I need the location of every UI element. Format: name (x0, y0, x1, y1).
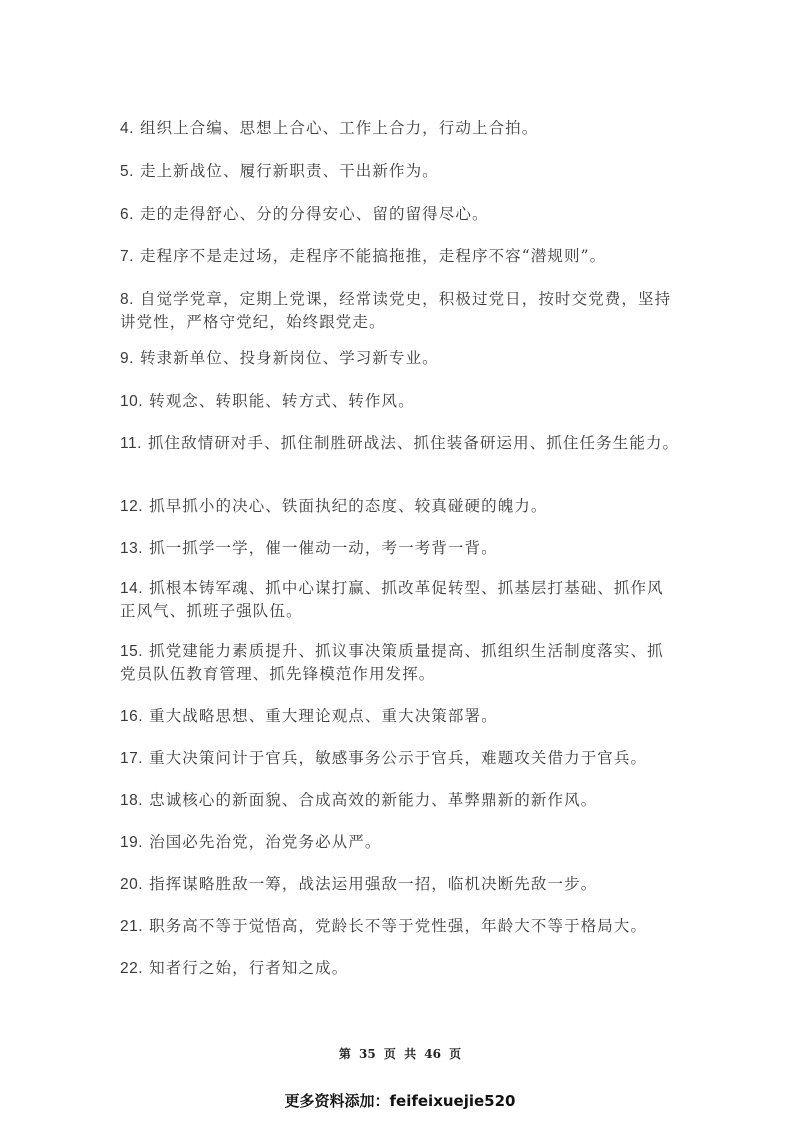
item-number: 10. (120, 393, 144, 410)
item-number: 8. (120, 291, 134, 308)
item-text: 自觉学党章，定期上党课，经常读党史，积极过党日，按时交党费，坚持讲党性，严格守党纪，始终跟党走。 (120, 290, 672, 331)
item-text: 抓党建能力素质提升、抓议事决策质量提高、抓组织生活制度落实、抓党员队伍教育管理、抓先锋模范作用发挥。 (120, 642, 664, 683)
list-item (120, 288, 680, 333)
item-text: 抓住敌情研对手、抓住制胜研战法、抓住装备研运用、抓住任务生能力。 (147, 434, 680, 452)
item-text: 转观念、转职能、转方式、转作风。 (149, 392, 415, 410)
item-text: 走程序不是走过场，走程序不能搞拖推，走程序不容“潜规则”。 (139, 247, 607, 265)
list-item (120, 831, 680, 854)
list-item (120, 203, 680, 226)
page-current: 35 (359, 1047, 376, 1061)
list-item (120, 347, 680, 370)
more-info-contact: feifeixuejie520 (389, 1092, 516, 1110)
list-item (120, 495, 680, 518)
list-item (120, 245, 680, 268)
page-suffix: 页 (449, 1047, 462, 1061)
list-item (120, 747, 680, 770)
item-number: 20. (120, 876, 144, 893)
item-number: 22. (120, 960, 144, 977)
item-text: 职务高不等于觉悟高，党龄长不等于党性强，年龄大不等于格局大。 (149, 917, 648, 935)
list-item (120, 577, 680, 622)
list-item (120, 117, 680, 140)
list-item (120, 873, 680, 896)
list-item (120, 537, 680, 560)
page-number (0, 1045, 800, 1062)
item-text: 重大决策问计于官兵，敏感事务公示于官兵，难题攻关借力于官兵。 (149, 749, 648, 767)
item-text: 转隶新单位、投身新岗位、学习新专业。 (139, 349, 439, 367)
list-item (120, 160, 680, 183)
item-number: 9. (120, 350, 134, 367)
item-number: 12. (120, 498, 144, 515)
item-text: 忠诚核心的新面貌、合成高效的新能力、革弊鼎新的新作风。 (149, 791, 598, 809)
list-item (120, 915, 680, 938)
page-prefix: 第 (338, 1047, 351, 1061)
item-number: 7. (120, 248, 134, 265)
item-number: 13. (120, 540, 144, 557)
item-number: 4. (120, 120, 134, 137)
more-info-label: 更多资料添加： (284, 1092, 390, 1110)
item-text: 组织上合编、思想上合心、工作上合力，行动上合拍。 (139, 119, 539, 137)
item-number: 18. (120, 792, 144, 809)
item-number: 14. (120, 580, 144, 597)
more-info-footer (0, 1090, 800, 1111)
item-number: 16. (120, 708, 144, 725)
item-number: 6. (120, 206, 134, 223)
list-item (120, 957, 680, 980)
list-item (120, 432, 680, 455)
item-text: 抓早抓小的决心、铁面执纪的态度、较真碰硬的魄力。 (149, 497, 548, 515)
item-text: 抓一抓学一学，催一催动一动，考一考背一背。 (149, 539, 498, 557)
item-number: 21. (120, 918, 144, 935)
item-text: 治国必先治党，治党务必从严。 (149, 833, 382, 851)
item-text: 知者行之始，行者知之成。 (149, 959, 349, 977)
list-item (120, 390, 680, 413)
item-text: 重大战略思想、重大理论观点、重大决策部署。 (149, 707, 498, 725)
item-text: 指挥谋略胜敌一筹，战法运用强敌一招，临机决断先敌一步。 (149, 875, 598, 893)
item-number: 19. (120, 834, 144, 851)
item-number: 15. (120, 643, 144, 660)
page-total: 46 (424, 1047, 441, 1061)
item-number: 5. (120, 163, 134, 180)
item-text: 走的走得舒心、分的分得安心、留的留得尽心。 (139, 205, 489, 223)
list-item (120, 789, 680, 812)
item-number: 11. (120, 435, 142, 452)
item-number: 17. (120, 750, 144, 767)
list-item (120, 640, 680, 685)
item-text: 走上新战位、履行新职责、干出新作为。 (139, 162, 439, 180)
list-item (120, 705, 680, 728)
item-text: 抓根本铸军魂、抓中心谋打赢、抓改革促转型、抓基层打基础、抓作风正风气、抓班子强队伍。 (120, 579, 664, 620)
page-middle: 页 共 (383, 1047, 417, 1061)
